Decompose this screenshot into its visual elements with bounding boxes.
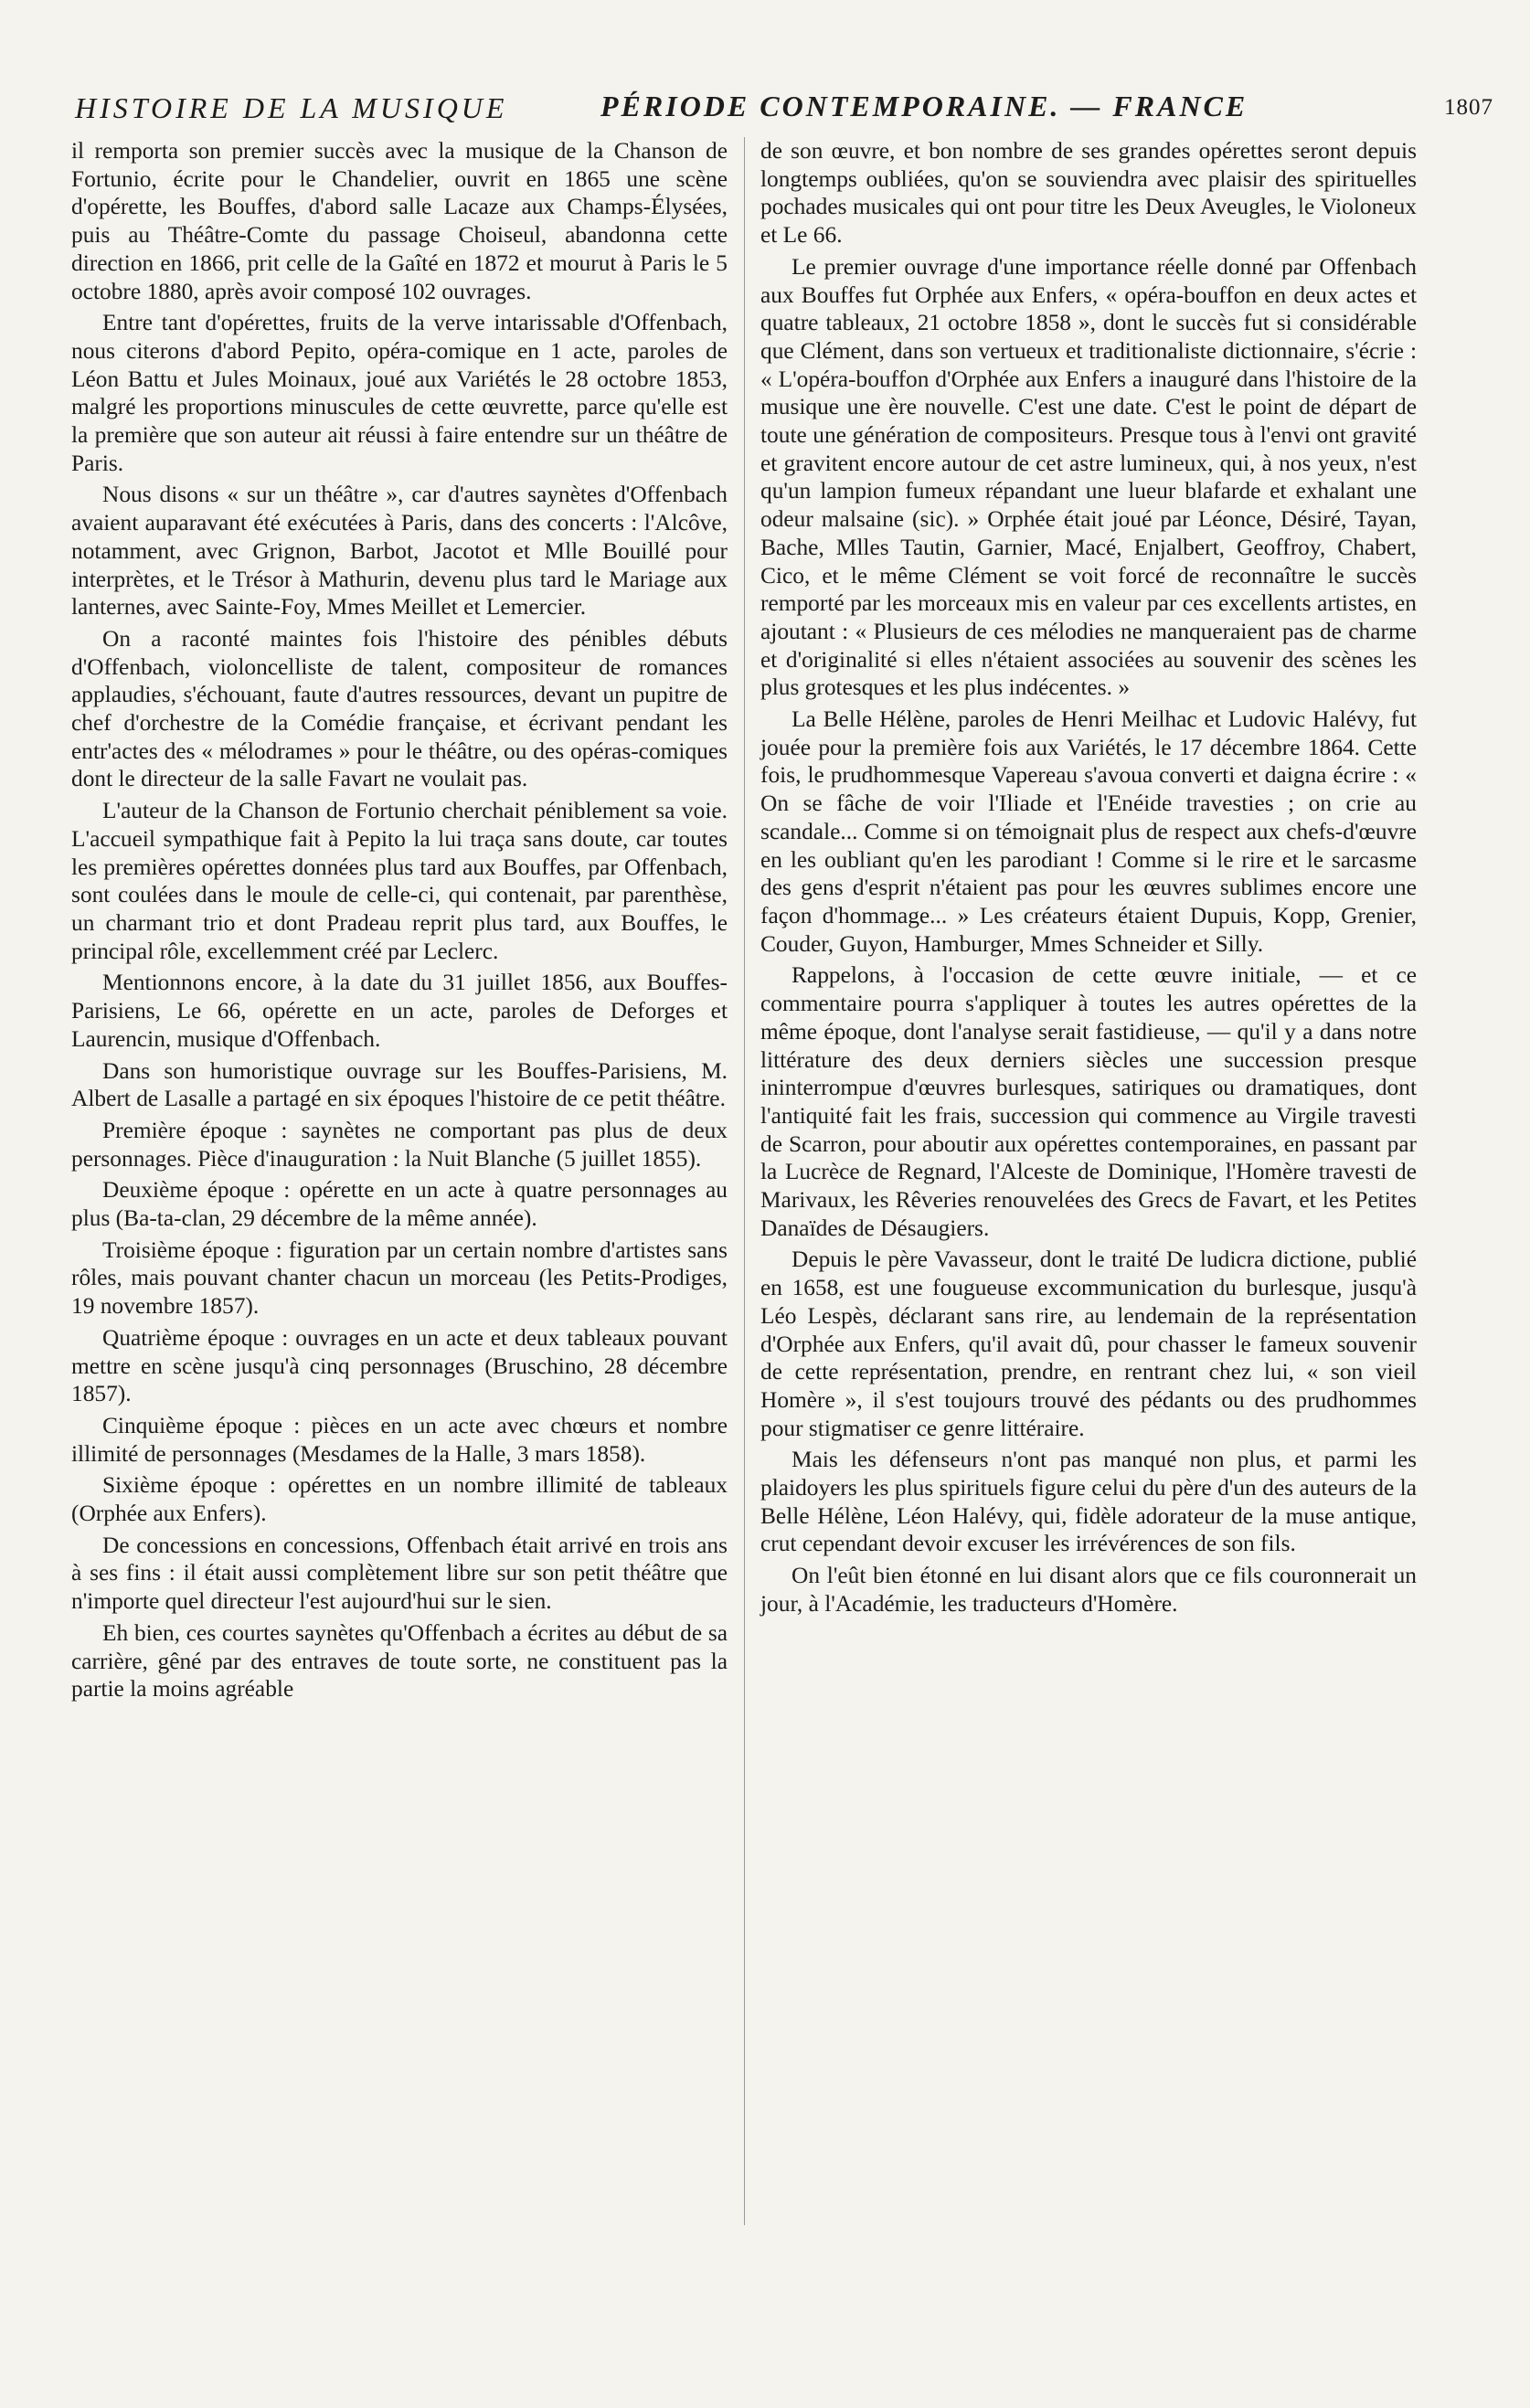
paragraph: Quatrième époque : ouvrages en un acte et deux tableaux pouvant mettre en scène jusqu'à cinq personnages (Bruschino, 28 décembre 1857).	[71, 1324, 728, 1407]
paragraph: Troisième époque : figuration par un certain nombre d'artistes sans rôles, mais pouvant chanter chacun un morceau (les Petits-Prodiges, 19 novembre 1857).	[71, 1236, 728, 1320]
paragraph: Deuxième époque : opérette en un acte à quatre personnages au plus (Ba-ta-clan, 29 décembre de la même année).	[71, 1177, 728, 1232]
paragraph: De concessions en concessions, Offenbach était arrivé en trois ans à ses fins : il était aussi complètement libre sur son petit théâtre que n'importe quel directeur l'est aujourd'hui sur le sien.	[71, 1532, 728, 1615]
paragraph: L'auteur de la Chanson de Fortunio cherchait péniblement sa voie. L'accueil sympathique fait à Pepito la lui traça sans doute, car toutes les premières opérettes données plus tard aux Bouffes, par Offenbach, sont coulées dans le moule de celle-ci, qui contenait, par parenthèse, un charmant trio et dont Pradeau reprit plus tard, aux Bouffes, le principal rôle, excellemment créé par Leclerc.	[71, 798, 728, 964]
paragraph: de son œuvre, et bon nombre de ses grandes opérettes seront depuis longtemps oubliées, qu'on se souviendra avec plaisir des spirituelles pochades musicales qui ont pour titre les Deux Aveugles, le Violoneux et Le 66.	[760, 138, 1417, 249]
paragraph: Nous disons « sur un théâtre », car d'autres saynètes d'Offenbach avaient auparavant été exécutées à Paris, dans des concerts : l'Alcôve, notamment, avec Grignon, Barbot, Jacotot et Mlle Bouillé pour interprètes, et le Trésor à Mathurin, devenu plus tard le Mariage aux lanternes, avec Sainte-Foy, Mmes Meillet et Lemercier.	[71, 482, 728, 621]
paragraph: Cinquième époque : pièces en un acte avec chœurs et nombre illimité de personnages (Mesdames de la Halle, 3 mars 1858).	[71, 1412, 728, 1467]
paragraph: Première époque : saynètes ne comportant pas plus de deux personnages. Pièce d'inauguration : la Nuit Blanche (5 juillet 1855).	[71, 1117, 728, 1172]
left-column	[71, 137, 728, 1707]
header-left-title: HISTOIRE DE LA MUSIQUE	[75, 91, 508, 124]
paragraph: Entre tant d'opérettes, fruits de la verve intarissable d'Offenbach, nous citerons d'abord Pepito, opéra-comique en 1 acte, paroles de Léon Battu et Jules Moinaux, joué aux Variétés le 28 octobre 1853, malgré les proportions minuscules de cette œuvrette, parce qu'elle est la première que son auteur ait réussi à faire entendre sur un théâtre de Paris.	[71, 310, 728, 476]
paragraph: Sixième époque : opérettes en un nombre illimité de tableaux (Orphée aux Enfers).	[71, 1472, 728, 1527]
paragraph: Dans son humoristique ouvrage sur les Bouffes-Parisiens, M. Albert de Lasalle a partagé en six époques l'histoire de ce petit théâtre.	[71, 1057, 728, 1112]
running-header	[75, 84, 1493, 130]
paragraph: Eh bien, ces courtes saynètes qu'Offenbach a écrites au début de sa carrière, gêné par des entraves de toute sorte, ne constituent pas la partie la moins agréable	[71, 1619, 728, 1703]
paragraph: Le premier ouvrage d'une importance réelle donné par Offenbach aux Bouffes fut Orphée aux Enfers, « opéra-bouffon en deux actes et quatre tableaux, 21 octobre 1858 », dont le succès fut si considérable que Clément, dans son vertueux et traditionaliste dictionnaire, s'écrie : « L'opéra-bouffon d'Orphée aux Enfers a inauguré dans l'histoire de la musique une ère nouvelle. C'est une date. C'est le point de départ de toute une génération de compositeurs. Presque tous à l'envi ont gravité et gravitent encore autour de cet astre lumineux, qui, à nos yeux, n'est qu'un lampion fumeux répandant une lueur blafarde et exhalant une odeur malsaine (sic). » Orphée était joué par Léonce, Désiré, Tayan, Bache, Mlles Tautin, Garnier, Macé, Enjalbert, Geoffroy, Chabert, Cico, et le même Clément se voit forcé de reconnaître le succès remporté par les morceaux mis en valeur par ces excellents artistes, en ajoutant : « Plusieurs de ces mélodies ne manqueraient pas de charme et d'originalité si elles n'étaient associées au souvenir des scènes les plus grotesques et les plus indécentes. »	[760, 253, 1417, 701]
paragraph: On l'eût bien étonné en lui disant alors que ce fils couronnerait un jour, à l'Académie, les traducteurs d'Homère.	[760, 1563, 1417, 1617]
page-number: 1807	[1444, 95, 1493, 120]
paragraph: il remporta son premier succès avec la musique de la Chanson de Fortunio, écrite pour le Chandelier, ouvrit en 1865 une scène d'opérette, les Bouffes, d'abord salle Lacaze aux Champs-Élysées, puis au Théâtre-Comte du passage Choiseul, abandonna cette direction en 1866, prit celle de la Gaîté en 1872 et mourut à Paris le 5 octobre 1880, après avoir composé 102 ouvrages.	[71, 138, 728, 304]
paragraph: Rappelons, à l'occasion de cette œuvre initiale, — et ce commentaire pourra s'appliquer à toutes les autres opérettes de la même époque, dont l'analyse serait fastidieuse, — qu'il y a dans notre littérature des deux derniers siècles une succession presque ininterrompue d'œuvres burlesques, satiriques ou dramatiques, dont l'antiquité fait les frais, succession qui commence au Virgile travesti de Scarron, pour aboutir aux opérettes contemporaines, en passant par la Lucrèce de Regnard, l'Alceste de Dominique, l'Homère travesti de Marivaux, les Rêveries renouvelées des Grecs de Favart, et les Petites Danaïdes de Désaugiers.	[760, 962, 1417, 1241]
column-divider	[744, 137, 745, 2225]
paragraph: Mais les défenseurs n'ont pas manqué non plus, et parmi les plaidoyers les plus spirituels figure celui du père d'un des auteurs de la Belle Hélène, Léon Halévy, qui, fidèle adorateur de la muse antique, crut cependant devoir excuser les irrévérences de son fils.	[760, 1447, 1417, 1557]
header-section-title: PÉRIODE CONTEMPORAINE. — FRANCE	[600, 90, 1248, 122]
paragraph: Mentionnons encore, à la date du 31 juillet 1856, aux Bouffes-Parisiens, Le 66, opérette en un acte, paroles de Deforges et Laurencin, musique d'Offenbach.	[71, 970, 728, 1052]
paragraph: On a raconté maintes fois l'histoire des pénibles débuts d'Offenbach, violoncelliste de talent, compositeur de romances applaudies, s'échouant, faute d'autres ressources, devant un pupitre de chef d'orchestre de la Comédie française, et écrivant pendant les entr'actes des « mélodrames » pour le théâtre, ou des opéras-comiques dont le directeur de la salle Favart ne voulait pas.	[71, 625, 728, 792]
paragraph: Depuis le père Vavasseur, dont le traité De ludicra dictione, publié en 1658, est une fougueuse excommunication du burlesque, jusqu'à Léo Lespès, déclarant sans rire, au lendemain de la représentation d'Orphée aux Enfers, qu'il avait dû, pour chasser le fameux souvenir de cette représentation, prendre, en rentrant chez lui, « son vieil Homère », il s'est toujours trouvé des pédants ou des prudhommes pour stigmatiser ce genre littéraire.	[760, 1246, 1417, 1441]
paragraph: La Belle Hélène, paroles de Henri Meilhac et Ludovic Halévy, fut jouée pour la première fois aux Variétés, le 17 décembre 1864. Cette fois, le prudhommesque Vapereau s'avoua converti et daigna écrire : « On se fâche de voir l'Iliade et l'Enéide travesties ; on crie au scandale... Comme si on témoignait plus de respect aux chefs-d'œuvre en les oubliant qu'en les parodiant ! Comme si le rire et le sarcasme des gens d'esprit n'étaient pas pour les œuvres sublimes encore une façon d'hommage... » Les créateurs étaient Dupuis, Kopp, Grenier, Couder, Guyon, Hamburger, Mmes Schneider et Silly.	[760, 706, 1417, 957]
right-column	[760, 137, 1417, 1622]
